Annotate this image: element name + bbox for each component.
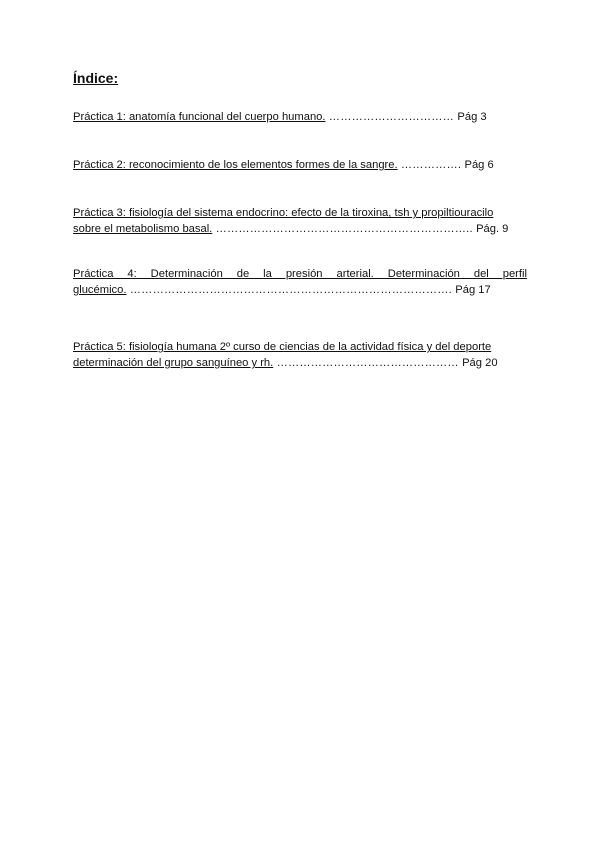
toc-entry-practica-2 [73, 157, 527, 173]
toc-entry-practica-3 [73, 205, 527, 237]
index-title: Índice: [73, 70, 119, 86]
toc-line [73, 109, 527, 125]
toc-link-practica-5[interactable]: Práctica 5: fisiología humana 2º curso de ciencias de la actividad física y del deporte [73, 341, 492, 353]
toc-line [73, 339, 527, 355]
toc-link-practica-1[interactable]: Práctica 1: anatomía funcional del cuerpo humano. [73, 111, 326, 123]
toc-entry-practica-5 [73, 339, 527, 371]
toc-entry-practica-4 [73, 266, 527, 298]
toc-page-number: Pág 20 [462, 357, 498, 369]
toc-line [73, 282, 527, 298]
toc-leader-dots: …………………………………………………………………………. [126, 284, 456, 296]
toc-leader-dots: …………………………… [325, 111, 458, 123]
toc-line [73, 266, 527, 282]
toc-page-number: Pág 3 [457, 111, 487, 123]
toc-leader-dots: ………………………………………… [273, 357, 463, 369]
toc-link-practica-5-cont[interactable]: determinación del grupo sanguíneo y rh. [73, 357, 274, 369]
toc-line [73, 205, 527, 221]
toc-leader-dots: ……………. [397, 159, 465, 171]
toc-leader-dots: ………………………………………………………….. [212, 223, 477, 235]
toc-page-number: Pág. 9 [476, 223, 509, 235]
toc-line [73, 355, 527, 371]
toc-entry-practica-1 [73, 109, 527, 125]
toc-link-practica-2[interactable]: Práctica 2: reconocimiento de los elementos formes de la sangre. [73, 159, 398, 171]
toc-link-practica-3-cont[interactable]: sobre el metabolismo basal. [73, 223, 213, 235]
toc-link-practica-4[interactable]: Práctica 4: Determinación de la presión arterial. Determinación del perfil [73, 268, 527, 280]
toc-page-number: Pág 6 [464, 159, 494, 171]
toc-link-practica-3[interactable]: Práctica 3: fisiología del sistema endocrino: efecto de la tiroxina, tsh y propiltiouracilo [73, 207, 494, 219]
toc-line [73, 157, 527, 173]
toc-page-number: Pág 17 [455, 284, 491, 296]
toc-link-practica-4-cont[interactable]: glucémico. [73, 284, 127, 296]
toc-line [73, 221, 527, 237]
